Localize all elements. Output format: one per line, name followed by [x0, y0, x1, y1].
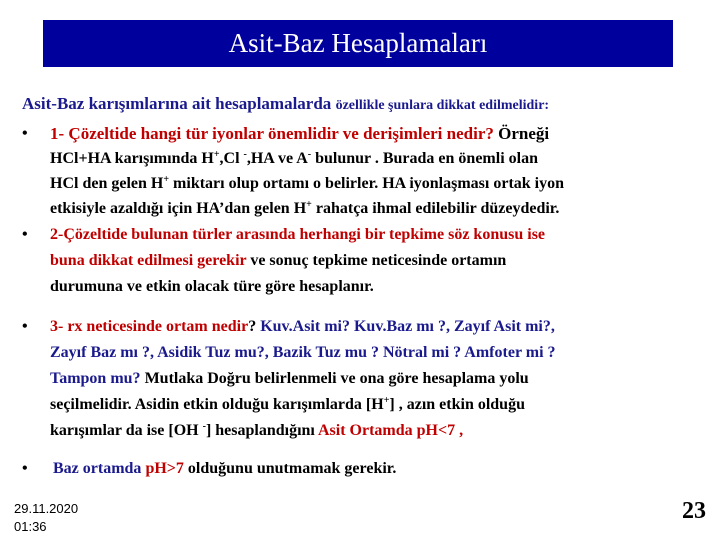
- bullet-dot: •: [22, 125, 28, 142]
- superscript: +: [213, 149, 220, 160]
- text-run: Kuv.Asit mi? Kuv.Baz mı ?, Zayıf Asit mi?,: [260, 318, 555, 335]
- text-run: ?: [248, 318, 261, 335]
- bullet-2-line-3: durumuna ve etkin olacak türe göre hesaplanır.: [50, 278, 374, 295]
- text-run: buna dikkat edilmesi gerekir: [50, 252, 247, 269]
- bullet-3-line-3: [50, 366, 712, 392]
- superscript: +: [306, 199, 312, 210]
- text-run: Asit Ortamda: [317, 422, 413, 439]
- bullet-1-line-3: [50, 171, 712, 196]
- text-run: Mutlaka Doğru belirlenmeli ve ona göre hesaplama yolu: [140, 370, 529, 387]
- page-number: 23: [682, 498, 706, 524]
- text-run: miktarı olup ortamı o belirler. HA iyonlaşması ortak iyon: [169, 175, 565, 192]
- bullet-dot: •: [22, 318, 28, 335]
- text-run: pH>7: [145, 460, 184, 477]
- footer-time: 01:36: [14, 519, 47, 534]
- superscript: -: [202, 421, 206, 432]
- text-run: etkisiyle azaldığı için HA’dan gelen H: [50, 200, 307, 217]
- text-run: rahatça ihmal edilebilir düzeydedir.: [311, 200, 560, 217]
- bullet-2-line-2: [50, 248, 712, 274]
- text-run: bulunur . Burada en önemli olan: [311, 150, 538, 167]
- footer-datetime: [14, 500, 78, 536]
- slide-title: Asit-Baz Hesaplamaları: [43, 20, 673, 67]
- bullet-dot: •: [22, 460, 28, 477]
- intro-line: [22, 94, 712, 114]
- bullet-1-question: 1- Çözeltide hangi tür iyonlar önemlidir ve derişimleri nedir?: [50, 124, 499, 143]
- bullet-1-line-4: [50, 196, 712, 221]
- bullet-3-line-5: [50, 418, 712, 444]
- text-run: ve sonuç tepkime neticesinde ortamın: [246, 252, 507, 269]
- text-run: seçilmelidir. Asidin etkin olduğu karışımlarda [H: [50, 396, 384, 413]
- text-run: pH<7 ,: [412, 422, 464, 439]
- text-run: ] hesaplandığını: [205, 422, 318, 439]
- bullet-3-line-4: [50, 392, 712, 418]
- bullet-3-line-2: Zayıf Baz mı ?, Asidik Tuz mu?, Bazik Tuz mu ? Nötral mi ? Amfoter mi ?: [50, 344, 556, 361]
- intro-text: Asit-Baz karışımlarına ait hesaplamalarda: [22, 94, 336, 113]
- bullet-2-line-1: 2-Çözeltide bulunan türler arasında herhangi bir tepkime söz konusu ise: [50, 226, 546, 243]
- bullet-4-line-1: [53, 456, 712, 482]
- superscript: +: [163, 174, 170, 185]
- text-run: HCl den gelen H: [50, 175, 164, 192]
- bullet-1-line-1: [50, 121, 712, 146]
- intro-emphasis: özellikle şunlara dikkat edilmelidir:: [335, 98, 550, 113]
- text-run: Tampon mu?: [50, 370, 141, 387]
- bullet-1-line-2: [50, 146, 712, 171]
- text-run: HCl+HA karışımında H: [50, 150, 214, 167]
- text-run: ] , azın etkin olduğu: [389, 396, 525, 413]
- text-run: ,Cl: [219, 150, 244, 167]
- text-run: ,HA ve A: [246, 150, 308, 167]
- footer-date: 29.11.2020: [14, 501, 79, 516]
- superscript: -: [243, 149, 247, 160]
- superscript: -: [307, 149, 312, 160]
- bullet-3-line-1: [50, 314, 712, 340]
- text-run: Baz ortamda: [53, 460, 146, 477]
- bullet-dot: •: [22, 226, 28, 243]
- bullet-1-example-label: Örneği: [498, 124, 550, 143]
- text-run: olduğunu unutmamak gerekir.: [183, 460, 397, 477]
- superscript: +: [383, 395, 390, 406]
- text-run: 3- rx neticesinde ortam nedir: [50, 318, 249, 335]
- text-run: karışımlar da ise [OH: [50, 422, 203, 439]
